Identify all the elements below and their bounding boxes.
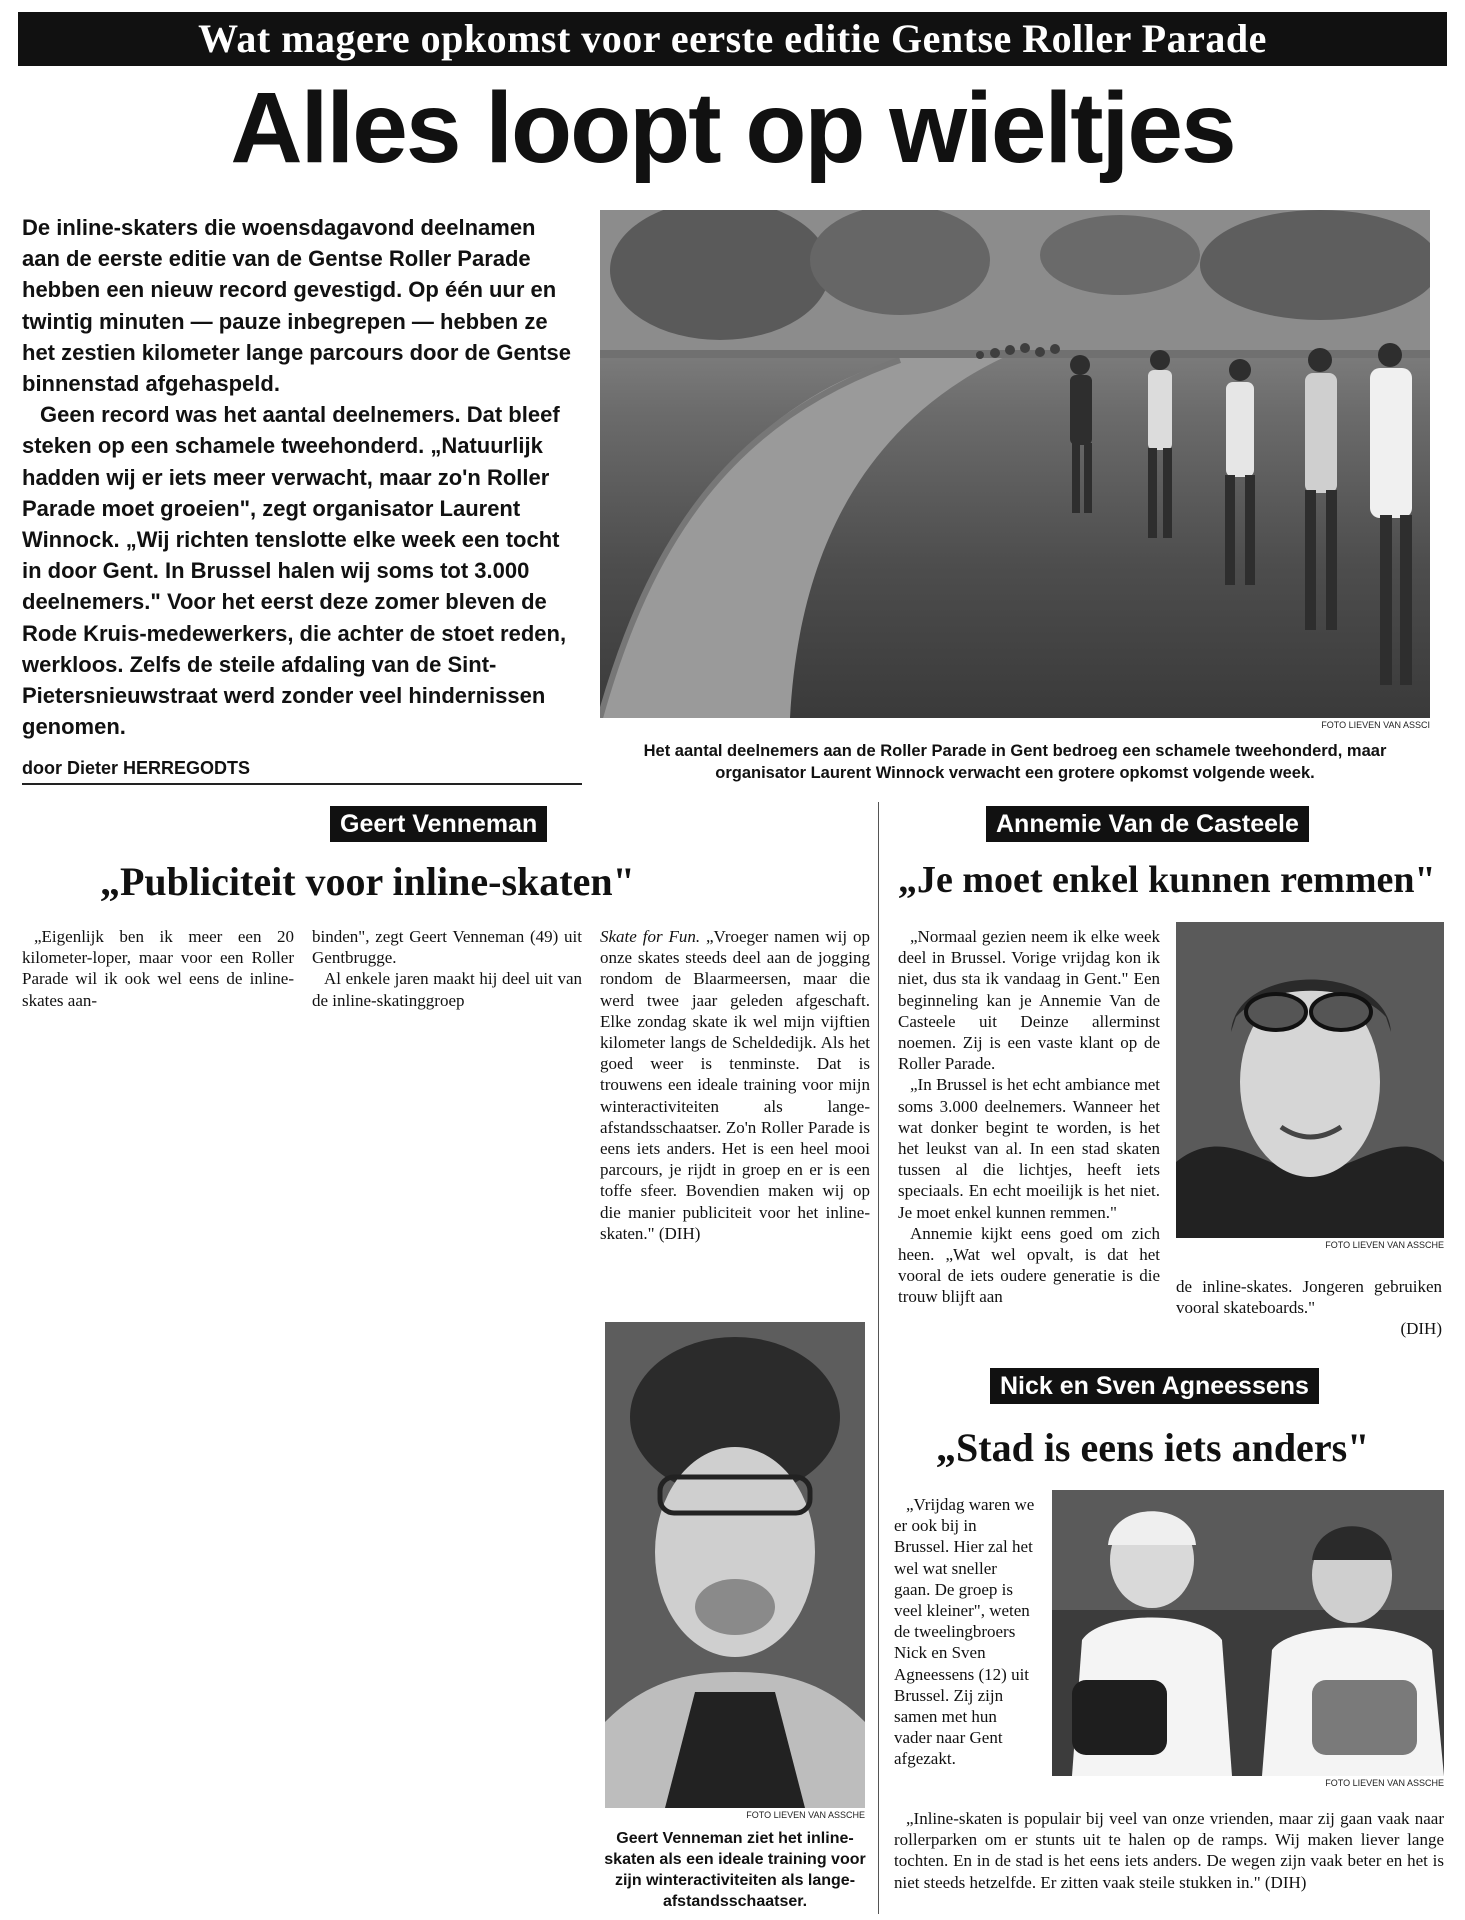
section-tag-annemie: Annemie Van de Casteele [986, 806, 1309, 842]
nick-column-wide [894, 1808, 1444, 1893]
annemie-column-2 [1176, 1276, 1442, 1340]
intro-paragraph-1: De inline-skaters die woensdagavond deelnamen aan de eerste editie van de Gentse Roller Parade hebben een nieuw record gevestigd. Op één uur en twintig minuten — pauze inbegrepen — hebben ze het zestien kilometer lange parcours door de Gentse binnenstad afgehaspeld. [22, 215, 571, 397]
main-photo-caption: Het aantal deelnemers aan de Roller Parade in Gent bedroeg een schamele tweehonderd, maar organisator Laurent Winnock verwacht een grotere opkomst volgende week. [643, 742, 1387, 782]
intro-text [22, 212, 578, 742]
nick-paragraph-2: „Inline-skaten is populair bij veel van onze vrienden, maar zij gaan vaak naar rollerparken om er stunts uit te halen op de ramps. Wij maken liever lange tochten. En in de stad is het eens iets anders. De wegen zijn vaak beter en het is niet steeds hetzelfde. Er zitten vaak steile stukken in." (DIH) [894, 1809, 1444, 1892]
nick-sven-illustration [1052, 1490, 1444, 1776]
geert-portrait-illustration [605, 1322, 865, 1808]
column-divider [878, 802, 879, 1914]
geert-portrait-photo [605, 1322, 865, 1808]
byline: door Dieter HERREGODTS [22, 758, 582, 785]
section-title-geert: „Publiciteit voor inline-skaten" [100, 859, 635, 904]
annemie-paragraph-4: de inline-skates. Jongeren gebruiken vooral skateboards." [1176, 1277, 1442, 1318]
annemie-portrait-photo [1176, 922, 1444, 1238]
annemie-photo-credit: FOTO LIEVEN VAN ASSCHE [1325, 1240, 1444, 1250]
annemie-paragraph-3: Annemie kijkt eens goed om zich heen. „Wat wel opvalt, is dat het vooral de iets oudere generatie is die trouw blijft aan [898, 1223, 1160, 1307]
intro-paragraph-2: Geen record was het aantal deelnemers. Dat bleef steken op een schamele tweehonderd. „Natuurlijk hadden wij er iets meer verwacht, maar zo'n Roller Parade moet groeien", zegt organisator Laurent Winnock. „Wij richten tenslotte elke week een tocht in door Gent. In Brussel halen wij soms tot 3.000 deelnemers." Voor het eerst deze zomer bleven de Rode Kruis-medewerkers, die achter de stoet reden, werkloos. Zelfs de steile afdaling van de Sint-Pietersnieuwstraat werd zonder veel hindernissen genomen. [22, 402, 567, 740]
nick-column-narrow [894, 1494, 1036, 1770]
annemie-portrait-illustration [1176, 922, 1444, 1238]
section-tag-geert: Geert Venneman [330, 806, 547, 842]
skate-for-fun-label: Skate for Fun. [600, 927, 701, 946]
geert-paragraph-2: binden", zegt Geert Venneman (49) uit Gentbrugge. [312, 927, 582, 968]
annemie-paragraph-2: „In Brussel is het echt ambiance met soms 3.000 deelnemers. Wanneer het wat donker begint te worden, is het het leukst van al. In een stad skaten tussen al die lichtjes, heeft iets speciaals. En echt moeilijk is het niet. Je moet enkel kunnen remmen." [898, 1075, 1160, 1222]
geert-column-1 [22, 926, 294, 1011]
section-title-nick-sven: „Stad is eens iets anders" [936, 1425, 1370, 1470]
kicker-banner: Wat magere opkomst voor eerste editie Gentse Roller Parade [18, 12, 1447, 66]
geert-column-3 [600, 926, 870, 1244]
skaters-illustration [600, 210, 1430, 718]
headline: Alles loopt op wieltjes [230, 72, 1235, 184]
geert-column-2 [312, 926, 582, 1011]
main-photo-skaters [600, 210, 1430, 718]
geert-paragraph-1: „Eigenlijk ben ik meer een 20 kilometer-loper, maar voor een Roller Parade wil ik ook wel eens de inline-skates aan- [22, 927, 294, 1010]
nick-paragraph-1: „Vrijdag waren we er ook bij in Brussel. Hier zal het wel wat sneller gaan. De groep is veel kleiner", weten de tweelingbroers Nick en Sven Agneessens (12) uit Brussel. Zij zijn samen met hun vader naar Gent afgezakt. [894, 1495, 1035, 1769]
main-photo-credit: FOTO LIEVEN VAN ASSCI [1321, 720, 1430, 730]
geert-quote: „Vroeger namen wij op onze skates steeds deel aan de jogging rondom de Blaarmeersen, maar die werd twee jaar geleden afgeschaft. Elke zondag skate ik wel mijn vijftien kilometer langs de Scheldedijk. Als het goed weer is tenminste. Dat is trouwens een ideale training voor mijn winteractiviteiten als lange-afstandsschaatser. Zo'n Roller Parade is eens iets anders. Het is een heel mooi parcours, je rijdt in groep en er is een toffe sfeer. Bovendien maken wij op die manier publiciteit voor het inline-skaten." (DIH) [600, 927, 870, 1243]
section-tag-nick-sven: Nick en Sven Agneessens [990, 1368, 1319, 1404]
geert-photo-caption: Geert Venneman ziet het inline-skaten als een ideale training voor zijn winteractiviteiten als lange-afstandsschaatser. [604, 1830, 866, 1910]
nick-sven-photo-credit: FOTO LIEVEN VAN ASSCHE [1325, 1778, 1444, 1788]
nick-sven-photo [1052, 1490, 1444, 1776]
geert-paragraph-3: Al enkele jaren maakt hij deel uit van de inline-skatinggroep [312, 969, 582, 1010]
geert-photo-credit: FOTO LIEVEN VAN ASSCHE [746, 1810, 865, 1820]
annemie-column-1 [898, 926, 1160, 1308]
section-title-annemie: „Je moet enkel kunnen remmen" [898, 859, 1436, 901]
annemie-sign: (DIH) [1400, 1319, 1442, 1339]
annemie-paragraph-1: „Normaal gezien neem ik elke week deel in Brussel. Vorige vrijdag kon ik niet, dus sta ik vandaag in Gent." Een beginneling kan je Annemie Van de Casteele uit Deinze allerminst noemen. Zij is een vaste klant op de Roller Parade. [898, 927, 1160, 1074]
